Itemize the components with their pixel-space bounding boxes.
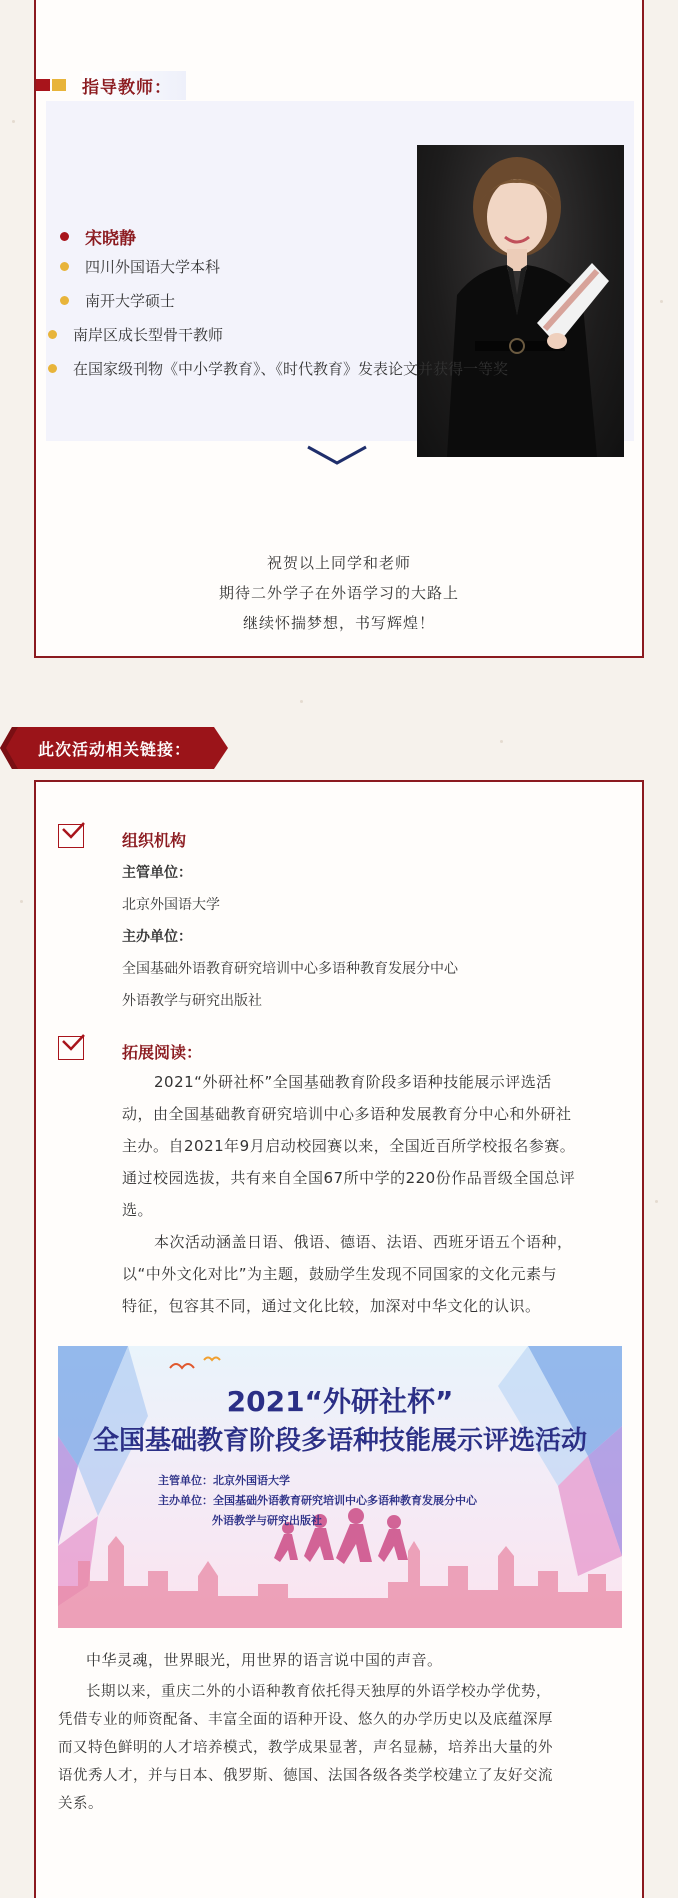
blessing-line: 继续怀揣梦想，书写辉煌！: [242, 614, 435, 632]
bullet-dot: [60, 296, 69, 305]
host-label: 主办单位：: [122, 929, 192, 945]
links-card: [34, 780, 644, 1898]
poster-title-2: 全国基础教育阶段多语种技能展示评选活动: [92, 1426, 587, 1456]
teacher-item: [60, 256, 220, 277]
blessing-line: 期待二外学子在外语学习的大路上: [218, 584, 459, 602]
event-poster: [58, 1346, 622, 1628]
chevron-down-icon: [306, 443, 368, 471]
teacher-name: 宋晓静: [85, 229, 136, 249]
para-line: 长期以来，重庆二外的小语种教育依托得天独厚的外语学校办学优势，: [86, 1684, 551, 1700]
para-line: 而又特色鲜明的人才培养模式，教学成果显著，声名显赫，培养出大量的外: [58, 1740, 553, 1756]
links-banner: [0, 727, 230, 769]
teacher-heading: 指导教师：: [82, 71, 186, 100]
host-value-2: 外语教学与研究出版社: [122, 993, 262, 1009]
blessing-line: 祝贺以上同学和老师: [266, 554, 411, 572]
para-line: 选。: [122, 1201, 154, 1219]
para-line: 特征，包容其不同，通过文化比较，加深对中华文化的认识。: [122, 1297, 541, 1315]
para-line: 语优秀人才，并与日本、俄罗斯、德国、法国各级各类学校建立了友好交流: [58, 1768, 553, 1784]
bullet-dot: [60, 232, 69, 241]
para-line: 动，由全国基础教育研究培训中心多语种发展教育分中心和外研社: [122, 1105, 572, 1123]
bullet-dot: [60, 262, 69, 271]
org-title: 组织机构: [122, 831, 187, 850]
bullet-dot: [48, 364, 57, 373]
reading-paragraph-2: [122, 1226, 620, 1322]
supervisor-value: 北京外国语大学: [122, 897, 220, 913]
poster-supervisor: 主管单位：北京外国语大学: [158, 1474, 290, 1487]
teacher-item-text: 南岸区成长型骨干教师: [73, 326, 224, 344]
para-line: 凭借专业的师资配备、丰富全面的语种开设、悠久的办学历史以及底蕴深厚: [58, 1712, 553, 1728]
host-value-1: 全国基础外语教育研究培训中心多语种教育发展分中心: [122, 961, 458, 977]
para-line: 关系。: [58, 1796, 103, 1812]
supervisor-label: 主管单位：: [122, 865, 192, 881]
reading-title: 拓展阅读：: [122, 1043, 203, 1062]
closing-paragraph: [58, 1678, 628, 1818]
para-line: 本次活动涵盖日语、俄语、德语、法语、西班牙语五个语种，: [154, 1233, 573, 1251]
check-icon: [58, 1036, 84, 1060]
teacher-item: [48, 324, 223, 345]
para-line: 2021“外研社杯”全国基础教育阶段多语种技能展示评选活: [154, 1073, 552, 1091]
teacher-item-text: 在国家级刊物《中小学教育》、《时代教育》发表论文并获得一等奖: [73, 360, 509, 378]
para-line: 以“中外文化对比”为主题，鼓励学生发现不同国家的文化元素与: [122, 1265, 558, 1283]
links-banner-text: 此次活动相关链接：: [38, 740, 192, 759]
teacher-item: [60, 290, 175, 311]
heading-bar-gold: [52, 79, 66, 91]
bullet-dot: [48, 330, 57, 339]
para-line: 通过校园选拔，共有来自全国67所中学的220份作品晋级全国总评: [122, 1169, 576, 1187]
para-line: 主办。自2021年9月启动校园赛以来，全国近百所学校报名参赛。: [122, 1137, 576, 1155]
teacher-name-row: [60, 224, 136, 249]
reading-paragraph-1: [122, 1066, 620, 1226]
teacher-card: [34, 0, 644, 658]
teacher-item-text: 四川外国语大学本科: [85, 258, 221, 276]
poster-publisher: 外语教学与研究出版社: [212, 1514, 322, 1527]
poster-title-1: 2021“外研社杯”: [226, 1385, 454, 1418]
teacher-item: [48, 358, 508, 379]
check-icon: [58, 824, 84, 848]
closing-line-1: 中华灵魂，世界眼光，用世界的语言说中国的声音。: [86, 1651, 443, 1669]
teacher-heading-row: [36, 73, 186, 97]
heading-bar-red: [36, 79, 50, 91]
teacher-photo: [417, 145, 624, 457]
teacher-item-text: 南开大学硕士: [85, 292, 176, 310]
poster-host: 主办单位：全国基础外语教育研究培训中心多语种教育发展分中心: [158, 1494, 477, 1507]
